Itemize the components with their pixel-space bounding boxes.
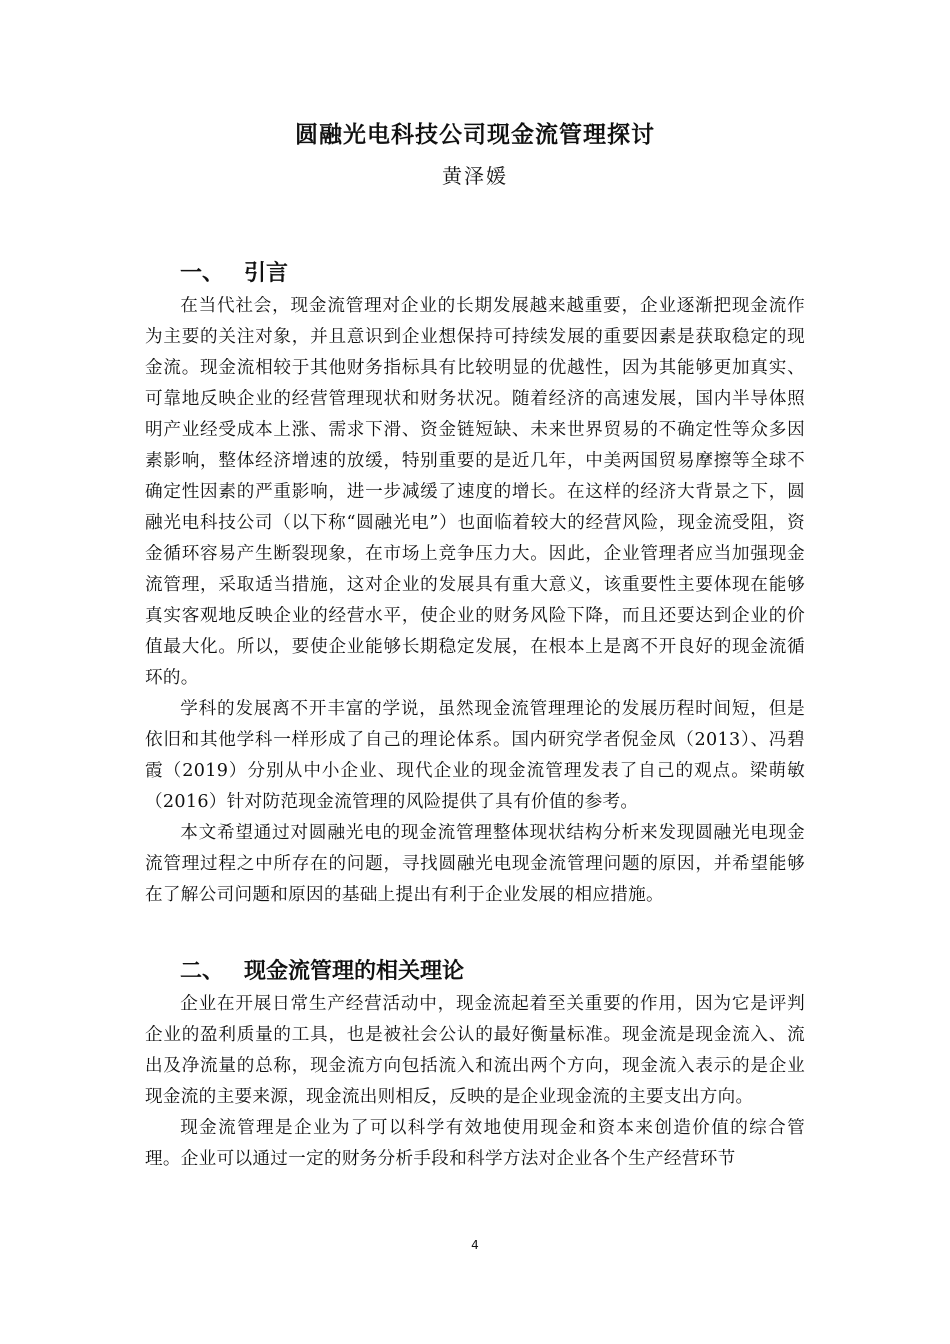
paragraph: 本文希望通过对圆融光电的现金流管理整体现状结构分析来发现圆融光电现金流管理过程之中所存在的问题，寻找圆融光电现金流管理问题的原因，并希望能够在了解公司问题和原因的基础上提出有利于企业发展的相应措施。 xyxy=(145,823,805,905)
section-body-introduction xyxy=(145,291,805,911)
paragraph: 学科的发展离不开丰富的学说，虽然现金流管理理论的发展历程时间短，但是依旧和其他学科一样形成了自己的理论体系。国内研究学者倪金凤（2013）、冯碧霞（2019）分别从中小企业、现代企业的现金流管理发表了自己的观点。梁萌敏（2016）针对防范现金流管理的风险提供了具有价值的参考。 xyxy=(145,699,805,812)
document-title: 圆融光电科技公司现金流管理探讨 xyxy=(295,122,655,148)
section-number: 一、 xyxy=(180,261,225,286)
paragraph: 在当代社会，现金流管理对企业的长期发展越来越重要，企业逐渐把现金流作为主要的关注对象，并且意识到企业想保持可持续发展的重要因素是获取稳定的现金流。现金流相较于其他财务指标具有比较明显的优越性，因为其能够更加真实、可靠地反映企业的经营管理现状和财务状况。随着经济的高速发展，国内半导体照明产业经受成本上涨、需求下滑、资金链短缺、未来世界贸易的不确定性等众多因素影响，整体经济增速的放缓，特别重要的是近几年，中美两国贸易摩擦等全球不确定性因素的严重影响，进一步减缓了速度的增长。在这样的经济大背景之下，圆融光电科技公司（以下称“圆融光电”）也面临着较大的经营风险，现金流受阻，资金循环容易产生断裂现象，在市场上竞争压力大。因此，企业管理者应当加强现金流管理，采取适当措施，这对企业的发展具有重大意义，该重要性主要体现在能够真实客观地反映企业的经营水平，使企业的财务风险下降，而且还要达到企业的价值最大化。所以，要使企业能够长期稳定发展，在根本上是离不开良好的现金流循环的。 xyxy=(145,296,805,688)
section-title: 引言 xyxy=(244,261,289,286)
section-number: 二、 xyxy=(180,959,225,984)
paragraph: 现金流管理是企业为了可以科学有效地使用现金和资本来创造价值的综合管理。企业可以通过一定的财务分析手段和科学方法对企业各个生产经营环节 xyxy=(145,1118,805,1169)
paragraph: 企业在开展日常生产经营活动中，现金流起着至关重要的作用，因为它是评判企业的盈利质量的工具，也是被社会公认的最好衡量标准。现金流是现金流入、流出及净流量的总称，现金流方向包括流入和流出两个方向，现金流入表示的是企业现金流的主要来源，现金流出则相反，反映的是企业现金流的主要支出方向。 xyxy=(145,994,805,1107)
section-heading-theory xyxy=(180,954,464,985)
section-title: 现金流管理的相关理论 xyxy=(244,959,465,984)
section-body-theory xyxy=(145,989,805,1175)
section-heading-introduction xyxy=(180,256,288,287)
document-author: 黄泽媛 xyxy=(442,164,508,188)
page-number: 4 xyxy=(471,1238,479,1252)
